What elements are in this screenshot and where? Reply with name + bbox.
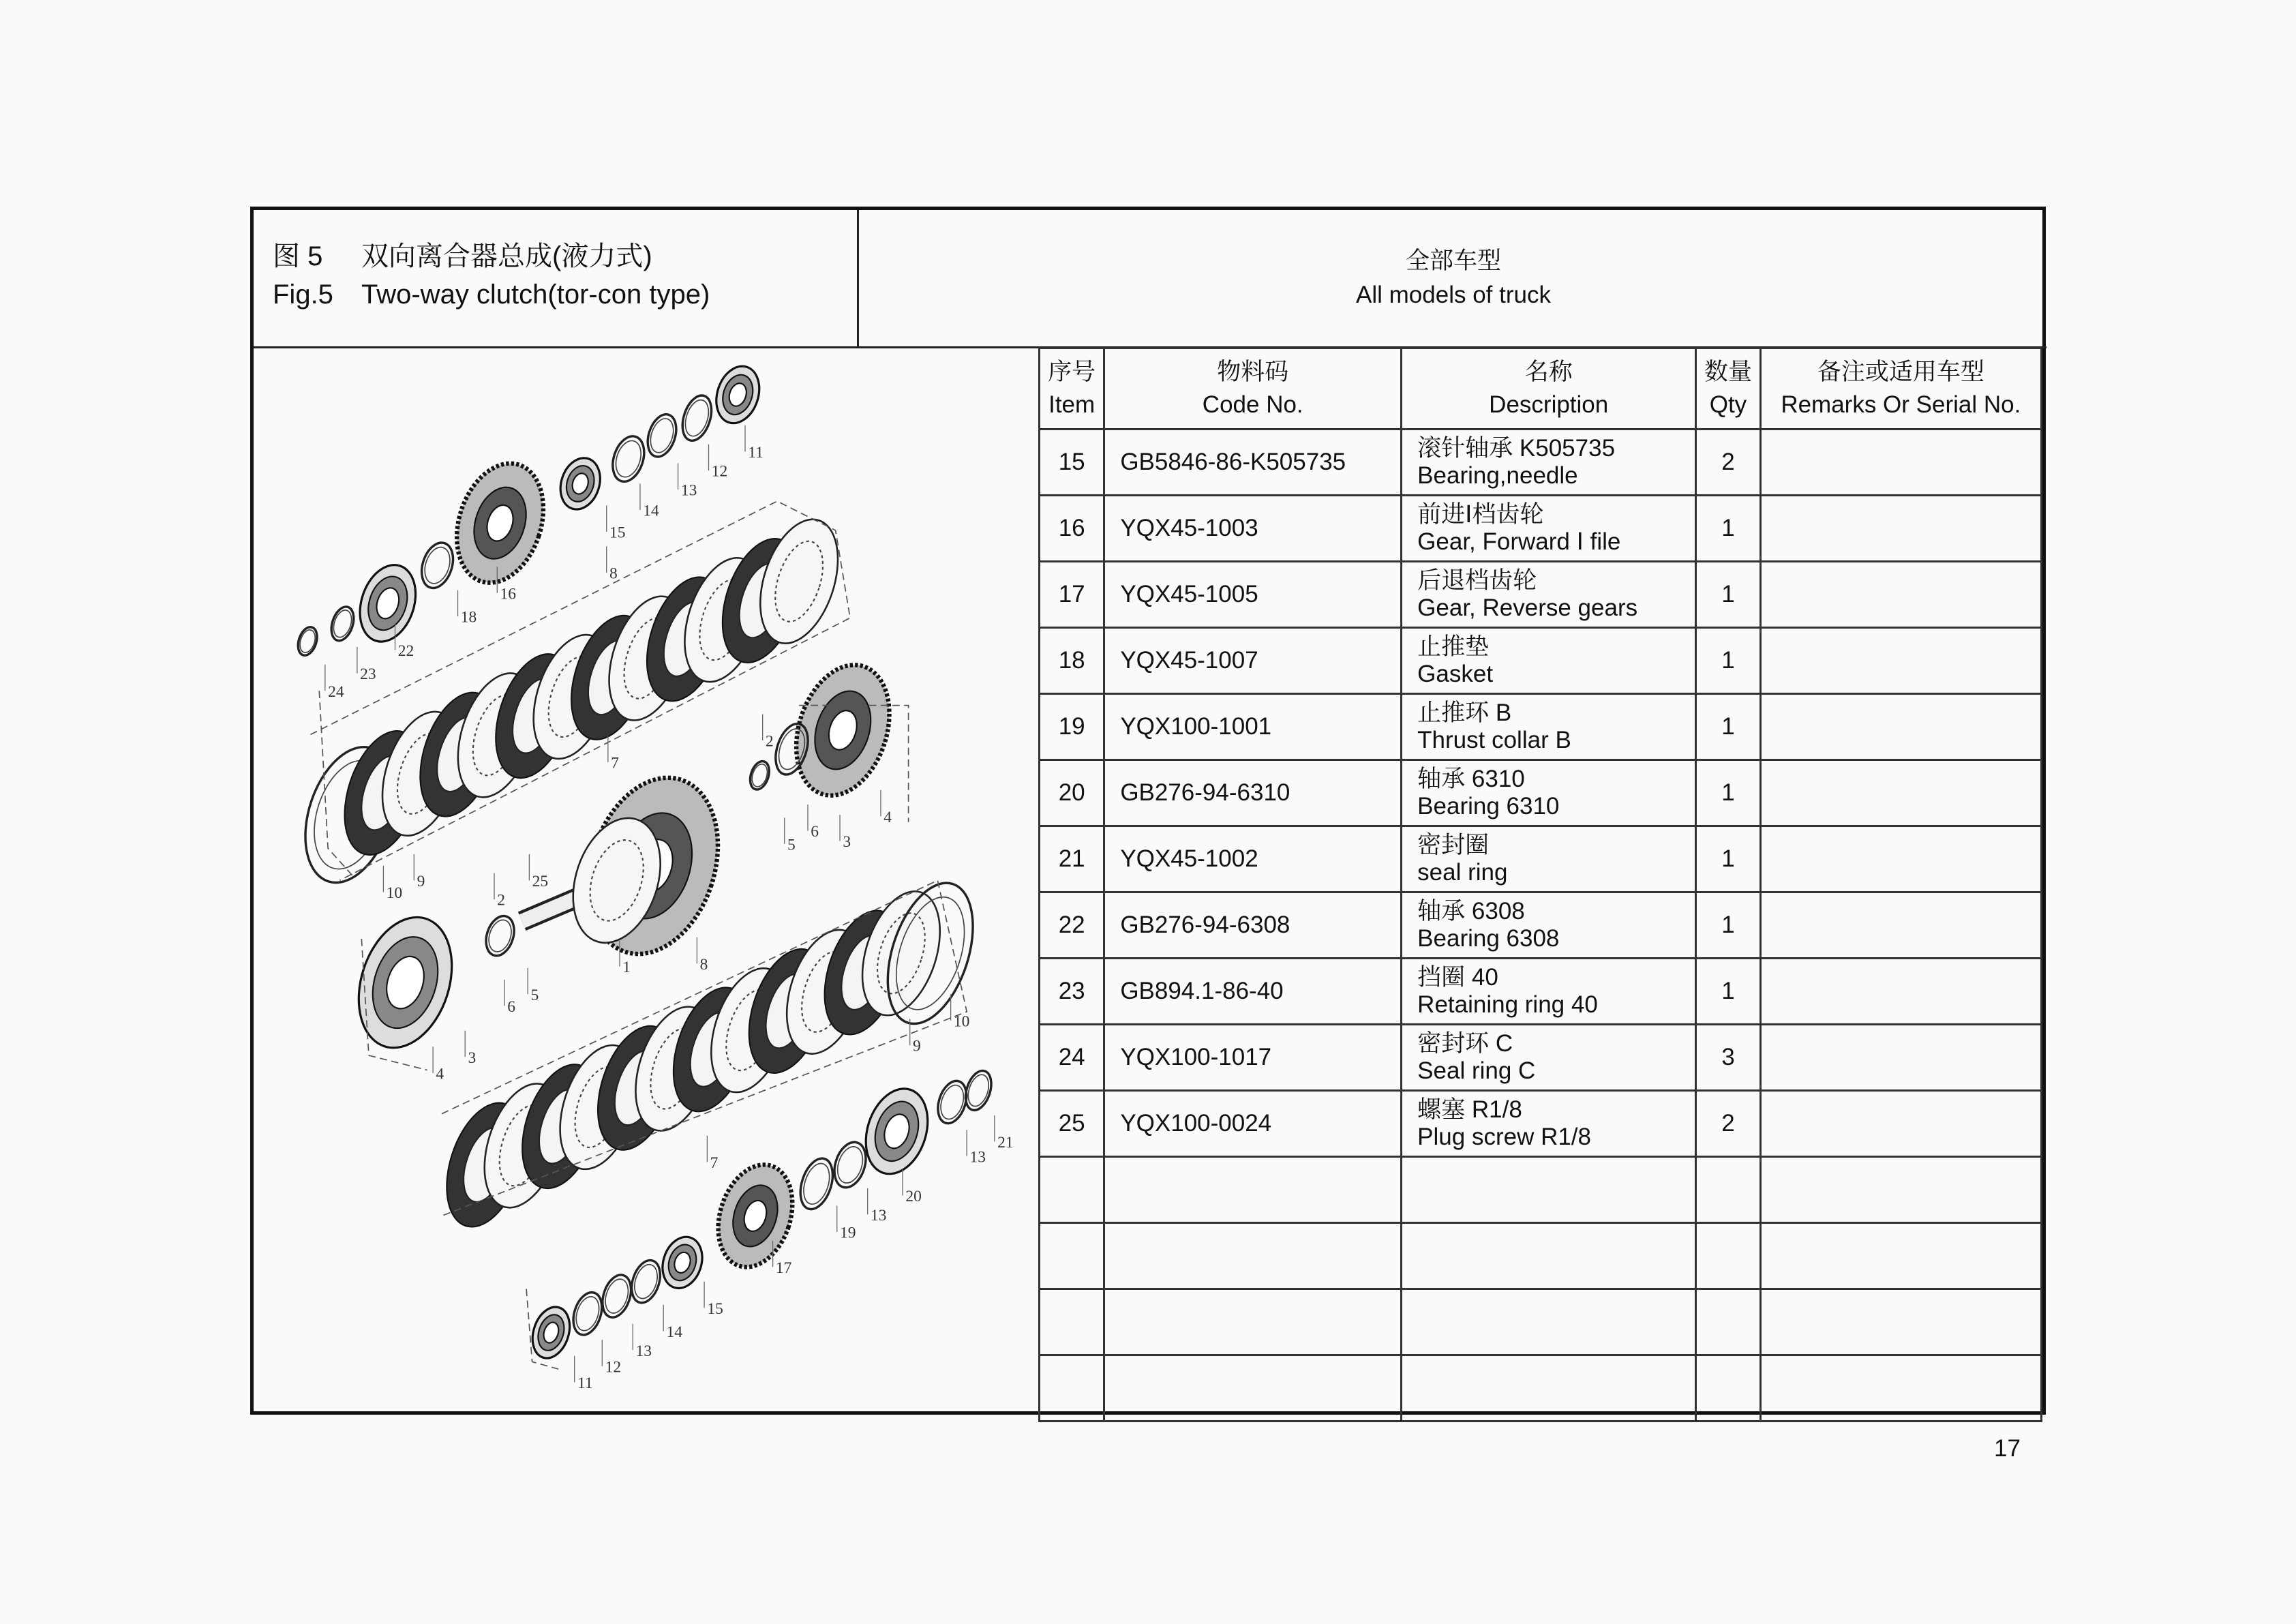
callout-number: 7 [710,1154,719,1172]
callout-number: 2 [497,891,506,909]
gear-part [442,452,558,594]
ring-part [677,392,716,445]
callout-number: 14 [643,502,659,520]
desc-zh: 后退档齿轮 [1417,567,1537,594]
desc-en: Gear, Reverse gears [1417,595,1638,621]
desc-en: Plug screw R1/8 [1417,1124,1591,1150]
remarks-cell [1760,1091,2041,1157]
callout-number: 9 [417,872,425,890]
desc-en: Gasket [1417,661,1494,687]
desc-en: Seal ring C [1417,1057,1536,1084]
ring-part [597,1272,635,1321]
ring-part [481,912,519,959]
gear-part [706,1155,804,1276]
ring-part [829,1138,871,1191]
title-zh: 双向离合器总成(液力式) [361,241,652,271]
item-cell: 15 [1040,430,1104,496]
description-cell [1402,959,1696,1025]
bearing-part [656,1232,709,1293]
bearing-part [554,453,607,514]
callout-number: 17 [775,1259,792,1277]
desc-en: seal ring [1417,859,1508,886]
qty-cell: 1 [1696,826,1760,892]
column-zh: 名称 [1524,359,1573,385]
column-header-remarks [1760,348,2041,430]
item-cell: 17 [1040,562,1104,628]
table-row [1040,694,2042,760]
ring-part [417,539,459,592]
table-row [1040,826,2042,892]
column-zh: 备注或适用车型 [1817,359,1984,385]
callout-number: 13 [870,1206,887,1224]
title-en-prefix: Fig.5 [273,280,333,310]
ring-part [294,625,320,658]
desc-zh: 螺塞 R1/8 [1417,1096,1522,1123]
callout-number: 3 [468,1049,477,1067]
code-cell: GB276-94-6310 [1104,760,1402,826]
desc-en: Retaining ring 40 [1417,991,1598,1018]
figure-title [273,237,710,314]
item-cell: 18 [1040,628,1104,694]
description-cell [1402,892,1696,959]
description-cell [1402,1355,1696,1422]
callout-number: 6 [811,823,819,841]
ring-part [569,1289,607,1338]
qty-cell: 1 [1696,694,1760,760]
code-cell: YQX100-0024 [1104,1091,1402,1157]
column-en: Code No. [1202,391,1303,418]
description-cell [1402,826,1696,892]
callout-number: 14 [666,1323,682,1341]
code-cell: YQX100-1017 [1104,1025,1402,1091]
qty-cell: 2 [1696,1091,1760,1157]
remarks-cell [1760,826,2041,892]
code-cell [1104,1289,1402,1355]
callout-number: 8 [609,565,618,583]
table-row [1040,1355,2042,1422]
code-cell [1104,1223,1402,1289]
callout-number: 18 [460,608,477,627]
item-cell [1040,1355,1104,1422]
remarks-cell [1760,628,2041,694]
qty-cell: 2 [1696,430,1760,496]
page-number: 17 [1994,1435,2021,1462]
description-cell [1402,562,1696,628]
qty-cell: 1 [1696,892,1760,959]
column-en: Qty [1709,391,1747,418]
item-cell [1040,1223,1104,1289]
callout-number: 11 [748,443,764,462]
qty-cell: 1 [1696,562,1760,628]
description-cell [1402,1223,1696,1289]
callout-number: 7 [611,754,619,772]
ring-part [643,410,681,460]
column-header-description [1402,348,1696,430]
remarks-cell [1760,1025,2041,1091]
desc-zh: 轴承 6310 [1417,766,1525,792]
parts-table [1038,347,2042,1422]
ring-part [607,432,650,485]
column-zh: 数量 [1704,359,1752,385]
title-zh-prefix: 图 5 [273,241,323,271]
code-cell [1104,1157,1402,1223]
column-header-item [1040,348,1104,430]
remarks-cell [1760,959,2041,1025]
item-cell: 21 [1040,826,1104,892]
description-cell [1402,496,1696,562]
item-cell [1040,1157,1104,1223]
remarks-cell [1760,760,2041,826]
qty-cell: 1 [1696,760,1760,826]
callout-number: 11 [577,1374,593,1392]
callout-number: 19 [840,1224,856,1242]
callout-number: 8 [699,955,708,974]
clutch-exploded-drawing [254,349,1038,1415]
code-cell: GB5846-86-K505735 [1104,430,1402,496]
ring-part [327,604,357,644]
callout-number: 22 [397,642,414,660]
table-row [1040,1091,2042,1157]
item-cell: 25 [1040,1091,1104,1157]
callout-number: 13 [969,1148,986,1167]
desc-en: Gear, Forward Ⅰ file [1417,528,1621,555]
callout-number: 13 [680,481,697,500]
callout-number: 24 [328,682,344,701]
callout-number: 15 [609,524,626,542]
code-cell: YQX100-1001 [1104,694,1402,760]
callout-number: 13 [635,1342,652,1360]
desc-zh: 挡圈 40 [1417,964,1498,991]
bearing-part [856,1081,938,1182]
callout-number: 6 [507,997,516,1016]
description-cell [1402,1091,1696,1157]
qty-cell [1696,1355,1760,1422]
column-en: Description [1489,391,1609,418]
qty-cell [1696,1223,1760,1289]
description-cell [1402,628,1696,694]
models-zh: 全部车型 [1405,247,1501,274]
column-en: Remarks Or Serial No. [1781,391,2021,418]
item-cell: 23 [1040,959,1104,1025]
ring-part [795,1154,839,1213]
desc-zh: 密封圈 [1417,832,1490,858]
callout-number: 25 [532,872,549,890]
remarks-cell [1760,496,2041,562]
code-cell: GB894.1-86-40 [1104,959,1402,1025]
table-row [1040,959,2042,1025]
desc-en: Bearing 6308 [1417,925,1560,952]
table-row [1040,430,2042,496]
remarks-cell [1760,1355,2041,1422]
remarks-cell [1760,1289,2041,1355]
callout-number: 21 [997,1133,1014,1152]
callout-number: 5 [530,986,539,1004]
bearing-part [350,558,425,649]
callout-number: 9 [913,1037,921,1055]
qty-cell: 1 [1696,496,1760,562]
desc-zh: 滚针轴承 K505735 [1417,435,1616,462]
header-divider [857,210,859,348]
callout-number: 4 [883,808,892,826]
callout-number: 12 [605,1358,622,1377]
callout-number: 23 [360,665,376,684]
item-cell: 16 [1040,496,1104,562]
column-header-qty [1696,348,1760,430]
callout-number: 15 [707,1299,723,1318]
column-header-code [1104,348,1402,430]
title-en: Two-way clutch(tor-con type) [361,280,710,310]
table-row [1040,1289,2042,1355]
item-cell: 19 [1040,694,1104,760]
table-row [1040,628,2042,694]
qty-cell: 3 [1696,1025,1760,1091]
table-row [1040,496,2042,562]
callout-number: 1 [622,959,631,977]
description-cell [1402,430,1696,496]
code-cell: GB276-94-6308 [1104,892,1402,959]
bearing-part [526,1302,576,1363]
ring-part [961,1068,996,1114]
description-cell [1402,1289,1696,1355]
callout-number: 3 [843,833,851,852]
figure-frame [250,207,2046,1415]
remarks-cell [1760,430,2041,496]
ring-part [747,759,773,792]
callout-number: 4 [436,1065,444,1083]
qty-cell: 1 [1696,959,1760,1025]
table-row [1040,1223,2042,1289]
code-cell: YQX45-1005 [1104,562,1402,628]
code-cell [1104,1355,1402,1422]
callout-number: 20 [905,1188,922,1206]
item-cell: 24 [1040,1025,1104,1091]
desc-en: Bearing 6310 [1417,793,1560,819]
table-header-row [1040,348,2042,430]
remarks-cell [1760,1157,2041,1223]
column-zh: 序号 [1048,359,1096,385]
callout-number: 5 [787,836,796,854]
desc-zh: 前进Ⅰ档齿轮 [1417,501,1544,528]
code-cell: YQX45-1003 [1104,496,1402,562]
qty-cell [1696,1157,1760,1223]
desc-zh: 密封环 C [1417,1030,1513,1057]
description-cell [1402,760,1696,826]
callout-number: 2 [765,732,774,751]
desc-zh: 轴承 6308 [1417,898,1525,924]
item-cell [1040,1289,1104,1355]
remarks-cell [1760,1223,2041,1289]
column-en: Item [1048,391,1096,418]
table-row [1040,760,2042,826]
remarks-cell [1760,562,2041,628]
column-zh: 物料码 [1217,359,1289,385]
bearing-part [343,905,468,1060]
table-row [1040,892,2042,959]
qty-cell: 1 [1696,628,1760,694]
code-cell: YQX45-1007 [1104,628,1402,694]
bearing-part [710,361,766,429]
callout-number: 10 [386,884,403,903]
callout-number: 12 [711,462,728,481]
ring-part [626,1257,665,1306]
remarks-cell [1760,694,2041,760]
desc-zh: 止推垫 [1417,633,1490,660]
models-en: All models of truck [1356,282,1551,308]
item-cell: 22 [1040,892,1104,959]
remarks-cell [1760,892,2041,959]
desc-zh: 止推环 B [1417,700,1512,726]
exploded-view-diagram [254,349,1038,1415]
desc-en: Thrust collar B [1417,727,1571,753]
qty-cell [1696,1289,1760,1355]
description-cell [1402,1157,1696,1223]
table-row [1040,1025,2042,1091]
callout-number: 10 [953,1012,970,1031]
description-cell [1402,1025,1696,1091]
description-cell [1402,694,1696,760]
desc-en: Bearing,needle [1417,462,1578,489]
applicable-models [860,244,2046,312]
item-cell: 20 [1040,760,1104,826]
table-row [1040,562,2042,628]
callout-number: 16 [500,585,517,603]
table-row [1040,1157,2042,1223]
code-cell: YQX45-1002 [1104,826,1402,892]
